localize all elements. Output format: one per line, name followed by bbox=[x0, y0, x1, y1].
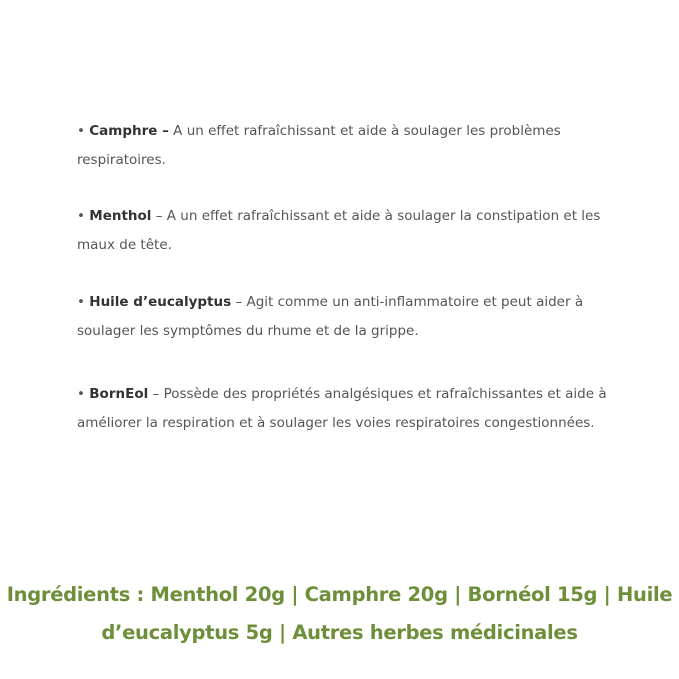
item-name: Huile d’eucalyptus bbox=[89, 294, 232, 310]
item-name: Menthol bbox=[89, 208, 152, 224]
item-camphre bbox=[77, 117, 637, 175]
bullet: • bbox=[77, 294, 90, 310]
item-name: Camphre – bbox=[89, 123, 169, 139]
item-borneol bbox=[77, 380, 637, 438]
item-text: A un effet rafraîchissant et aide à soulager les problèmes respiratoires. bbox=[77, 123, 561, 168]
ingredients-line: Ingrédients : Menthol 20g | Camphre 20g | Bornéol 15g | Huile d’eucalyptus 5g | Autres herbes médicinales bbox=[6, 583, 673, 644]
item-text: – Agit comme un anti-inflammatoire et peut aider à soulager les symptômes du rhume et de la grippe. bbox=[77, 294, 584, 339]
item-text: – A un effet rafraîchissant et aide à soulager la constipation et les maux de tête. bbox=[77, 208, 601, 253]
item-menthol bbox=[77, 202, 637, 260]
item-huile-eucalyptus bbox=[77, 288, 637, 346]
bullet: • bbox=[77, 386, 90, 402]
item-text: – Possède des propriétés analgésiques et rafraîchissantes et aide à améliorer la respiration et à soulager les voies respiratoires congestionnées. bbox=[77, 386, 607, 431]
bullet: • bbox=[77, 123, 90, 139]
bullet: • bbox=[77, 208, 90, 224]
item-name: BornEol bbox=[89, 386, 149, 402]
